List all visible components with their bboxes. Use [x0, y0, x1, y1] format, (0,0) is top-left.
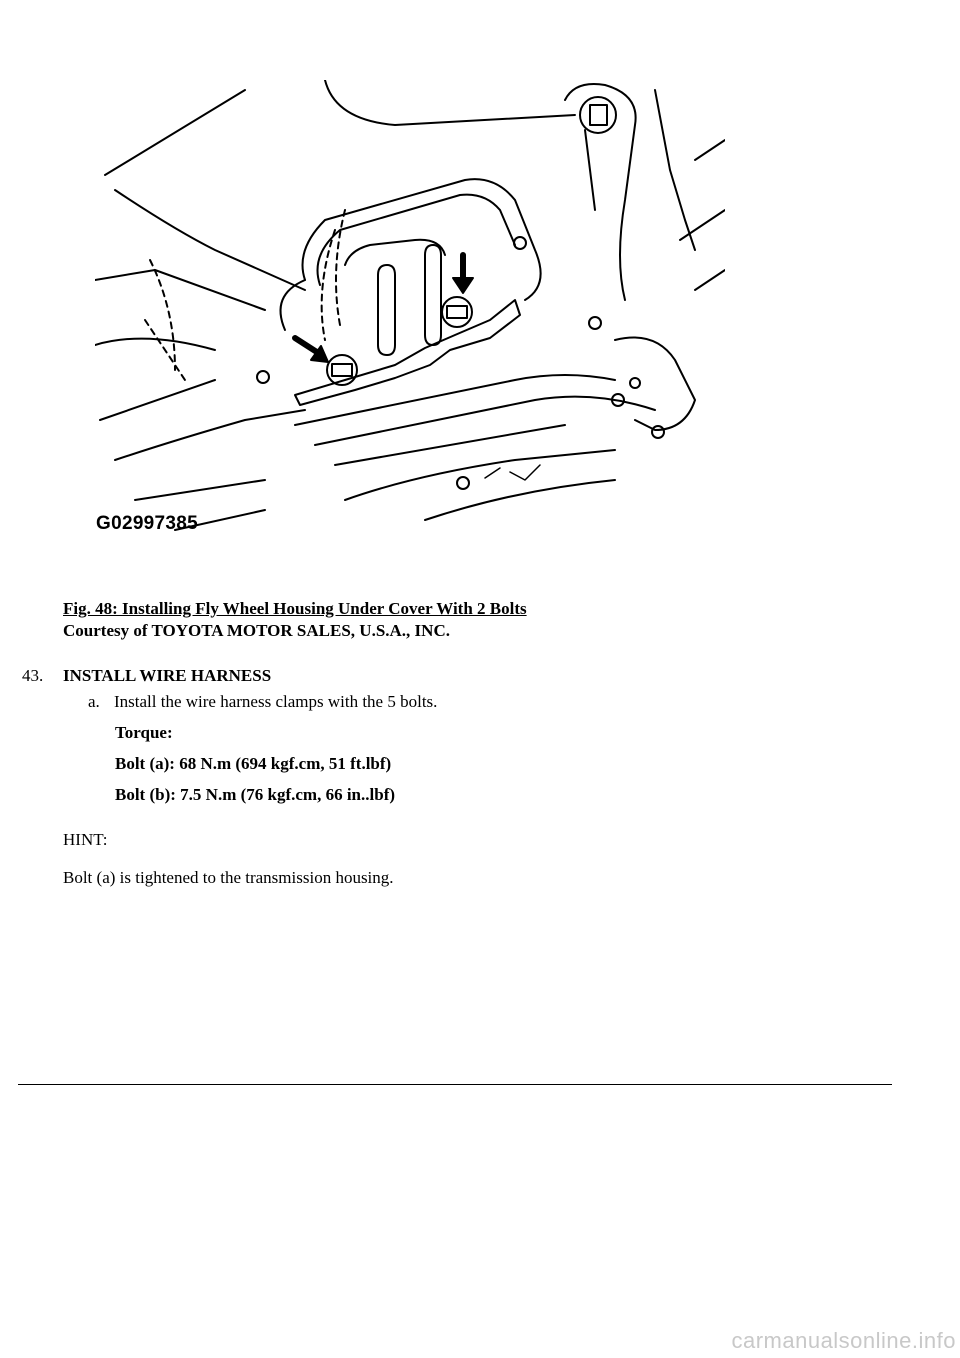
- figure-illustration: [95, 80, 725, 550]
- procedure-step: [22, 666, 271, 686]
- page-divider: [18, 1084, 892, 1085]
- substep-text: Install the wire harness clamps with the 5 bolts.: [114, 692, 438, 711]
- step-number: 43.: [22, 666, 44, 685]
- torque-label: Torque:: [115, 723, 173, 742]
- torque-value-bolt-a: Bolt (a): 68 N.m (694 kgf.cm, 51 ft.lbf): [115, 754, 392, 773]
- figure-caption-courtesy: Courtesy of TOYOTA MOTOR SALES, U.S.A., INC.: [63, 621, 450, 640]
- figure-id-label: G02997385: [96, 513, 199, 534]
- torque-value-bolt-b: Bolt (b): 7.5 N.m (76 kgf.cm, 66 in..lbf): [115, 785, 396, 804]
- substep-label: a.: [88, 692, 100, 711]
- figure-caption: [63, 598, 527, 642]
- hint-label: HINT:: [63, 830, 108, 849]
- figure-caption-title[interactable]: Fig. 48: Installing Fly Wheel Housing Under Cover With 2 Bolts: [63, 599, 527, 618]
- step-heading: INSTALL WIRE HARNESS: [63, 666, 272, 685]
- watermark: carmanualsonline.info: [731, 1328, 956, 1353]
- substep-item: [88, 692, 437, 712]
- hint-text: Bolt (a) is tightened to the transmission housing.: [63, 868, 394, 887]
